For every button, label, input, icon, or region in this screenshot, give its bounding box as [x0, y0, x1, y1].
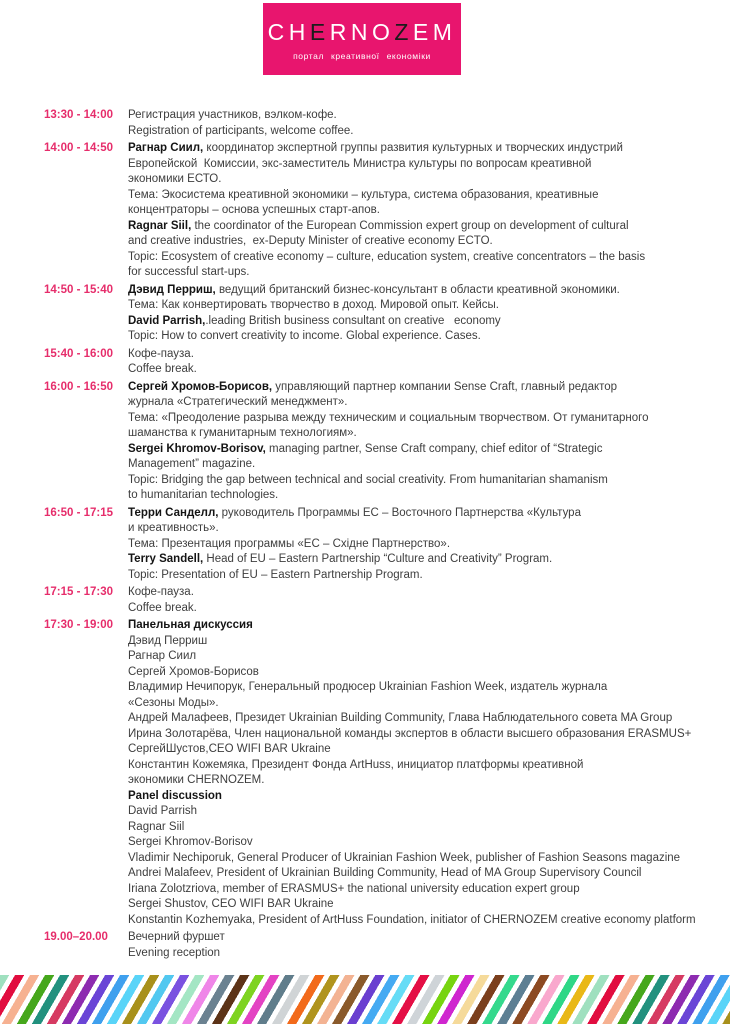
description-line: экономики ЕСТО. [128, 173, 222, 185]
description-line: Тема: Экосистема креативной экономики – культура, система образования, креативные [128, 188, 599, 201]
description-line: СергейШустов,CEO WIFI BAR Ukraine [128, 743, 331, 755]
description-line: шаманства к гуманитарным технологиям». [128, 427, 357, 439]
time-slot: 17:30 - 19:00 [44, 619, 114, 631]
logo-letter: N [350, 19, 372, 45]
description-line: David Parrish,.leading British business consultant on creative economy [128, 314, 501, 327]
description-line: Topic: Presentation of EU – Eastern Partnership Program. [128, 568, 423, 581]
description-line: Konstantin Kozhemyaka, President of ArtHuss Foundation, initiator of CHERNOZEM creative economy platform [128, 913, 696, 926]
description-line: Кофе-пауза. [128, 347, 194, 360]
description-line: Вечерний фуршет [128, 931, 225, 943]
session-description [128, 618, 696, 928]
schedule-row [44, 283, 696, 345]
description-line: Ragnar Siil [128, 820, 185, 833]
schedule-row [44, 380, 696, 504]
time-slot: 16:50 - 17:15 [44, 506, 114, 519]
logo-letter: M [432, 19, 457, 45]
session-description [128, 141, 696, 281]
chernozem-logo [263, 3, 461, 75]
description-line: Рагнар Сиил, координатор экспертной группы развития культурных и творческих индустрий [128, 142, 623, 154]
description-line: журнала «Стратегический менеджмент». [128, 396, 348, 408]
description-line: Европейской Комиссии, экс-заместитель Министра культуры по вопросам креативной [128, 157, 592, 170]
logo-letter: E [309, 19, 330, 45]
description-line: Дэвид Перриш [128, 634, 208, 647]
session-description [128, 506, 696, 584]
time-slot: 13:30 - 14:00 [44, 109, 114, 121]
time-slot: 14:50 - 15:40 [44, 283, 114, 296]
description-line: Registration of participants, welcome coffee. [128, 124, 354, 137]
description-line: Рагнар Сиил [128, 650, 197, 662]
description-line: «Сезоны Моды». [128, 696, 219, 709]
description-line: Panel discussion [128, 789, 222, 802]
description-line: Андрей Малафеев, Президет Ukrainian Building Community, Глава Наблюдательного совета MA Group [128, 712, 673, 724]
schedule-row [44, 618, 696, 928]
description-line: Регистрация участников, вэлком-кофе. [128, 109, 337, 121]
session-description [128, 380, 696, 504]
description-line: Тема: «Преодоление разрыва между техническим и социальным творчеством. От гуманитарного [128, 411, 649, 424]
description-line: концентраторы – основа успешных старт-апов. [128, 204, 380, 216]
description-line: Management” magazine. [128, 458, 256, 470]
schedule-row [44, 506, 696, 584]
description-line: Тема: Как конвертировать творчество в доход. Мировой опыт. Кейсы. [128, 299, 499, 311]
schedule-row [44, 108, 696, 139]
description-line: Terry Sandell, Head of EU – Eastern Partnership “Culture and Creativity” Program. [128, 553, 553, 565]
logo-brand-text [263, 19, 461, 46]
description-line: Ирина Золотарёва, Член национальной команды экспертов в области высшего образования ERASMUS+ [128, 727, 692, 740]
description-line: Терри Санделл, руководитель Программы ЕС – Восточного Партнерства «Культура [128, 506, 581, 519]
description-line: Ragnar Siil, the coordinator of the European Commission expert group on development of cultural [128, 219, 629, 232]
description-line: и креативность». [128, 522, 219, 534]
description-line: David Parrish [128, 805, 198, 817]
description-line: for successful start-ups. [128, 266, 250, 278]
description-line: Topic: How to convert creativity to income. Global experience. Cases. [128, 330, 481, 342]
footer-stripes-decoration [0, 975, 730, 1024]
description-line: Andrei Malafeev, President of Ukrainian Building Community, Head of MA Group Supervisory Council [128, 867, 642, 879]
description-line: Кофе-пауза. [128, 586, 194, 598]
description-line: to humanitarian technologies. [128, 489, 279, 501]
description-line: Тема: Презентация программы «ЕС – Східне Партнерство». [128, 537, 451, 550]
logo-subtitle: портал креативної економіки [293, 51, 431, 61]
logo-letter: C [267, 19, 289, 45]
description-line: Topic: Ecosystem of creative economy – culture, education system, creative concentrators – the basis [128, 250, 646, 263]
logo-letter: E [412, 19, 433, 45]
time-slot: 17:15 - 17:30 [44, 586, 114, 598]
logo-letter: O [371, 19, 395, 45]
schedule-row [44, 141, 696, 281]
time-slot: 19.00–20.00 [44, 931, 108, 943]
logo-letter: R [329, 19, 351, 45]
schedule-row [44, 930, 696, 961]
description-line: Iriana Zolotzriova, member of ERASMUS+ the national university education expert group [128, 882, 580, 895]
description-line: Coffee break. [128, 363, 197, 375]
description-line: Evening reception [128, 946, 221, 959]
schedule-list [44, 108, 696, 963]
time-slot: 16:00 - 16:50 [44, 380, 114, 393]
time-slot: 14:00 - 14:50 [44, 142, 114, 154]
description-line: Константин Кожемяка, Президент Фонда ArtHuss, инициатор платформы креативной [128, 758, 584, 771]
description-line: Sergei Shustov, CEO WIFI BAR Ukraine [128, 898, 334, 910]
session-description [128, 585, 696, 616]
session-description [128, 930, 696, 961]
description-line: Владимир Нечипорук, Генеральный продюсер Ukrainian Fashion Week, издатель журнала [128, 681, 608, 693]
time-slot: 15:40 - 16:00 [44, 347, 114, 360]
description-line: Дэвид Перриш, ведущий британский бизнес-консультант в области креативной экономики. [128, 283, 620, 296]
schedule-row [44, 585, 696, 616]
description-line: Vladimir Nechiporuk, General Producer of Ukrainian Fashion Week, publisher of Fashion Seasons magazine [128, 851, 681, 864]
description-line: and creative industries, ex-Deputy Minister of creative economy ECTO. [128, 235, 493, 247]
logo-letter: H [288, 19, 310, 45]
description-line: Sergei Khromov-Borisov [128, 836, 253, 848]
description-line: Панельная дискуссия [128, 619, 253, 631]
description-line: Сергей Хромов-Борисов [128, 665, 259, 678]
session-description [128, 108, 696, 139]
session-description [128, 347, 696, 378]
description-line: Sergei Khromov-Borisov, managing partner, Sense Craft company, chief editor of “Strategic [128, 442, 603, 455]
description-line: экономики CHERNOZEM. [128, 774, 265, 786]
description-line: Сергей Хромов-Борисов, управляющий партнер компании Sense Craft, главный редактор [128, 380, 618, 393]
schedule-row [44, 347, 696, 378]
logo-letter: Z [394, 19, 413, 45]
session-description [128, 283, 696, 345]
description-line: Topic: Bridging the gap between technical and social creativity. From humanitarian shamanism [128, 473, 608, 486]
description-line: Coffee break. [128, 601, 197, 614]
